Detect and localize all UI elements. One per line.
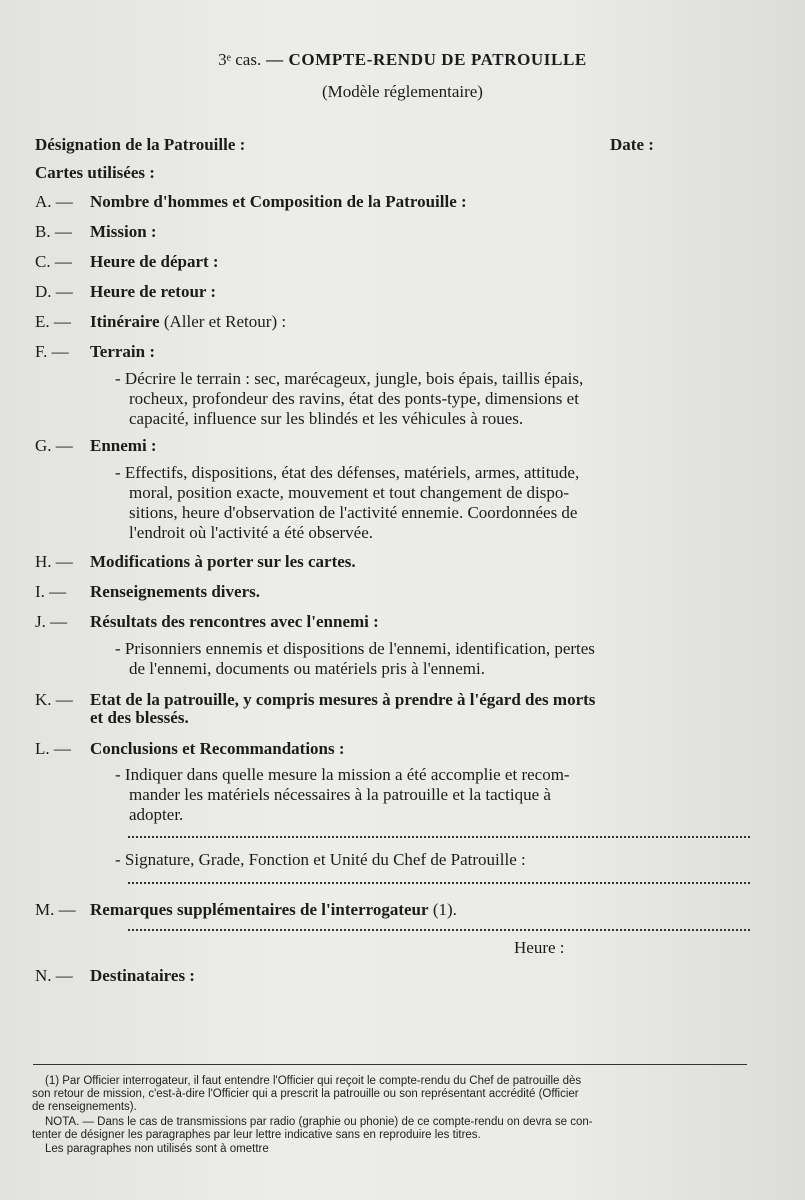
conclusions-description [115, 765, 755, 825]
section-letter: C. — [35, 252, 72, 271]
section-h [35, 552, 356, 572]
section-letter: J. — [35, 612, 68, 631]
page-title [0, 50, 805, 70]
section-d [35, 282, 216, 302]
section-label: Heure de retour : [90, 282, 217, 301]
description-line: de l'ennemi, documents ou matériels pris à l'ennemi. [129, 659, 485, 678]
section-j [35, 612, 379, 632]
section-a [35, 192, 467, 212]
designation-label: Désignation de la Patrouille : [35, 135, 246, 154]
heure-label: Heure : [514, 938, 565, 957]
section-label: Destinataires : [90, 966, 195, 985]
footnote-line: NOTA. — Dans le cas de transmissions par radio (graphie ou phonie) de ce compte-rendu on devra se con- [45, 1116, 593, 1128]
section-letter: E. — [35, 312, 71, 331]
description-line: moral, position exacte, mouvement et tout changement de dispo- [129, 483, 569, 502]
section-i [35, 582, 260, 602]
fill-line[interactable] [128, 832, 750, 838]
section-letter: B. — [35, 222, 72, 241]
section-label: Modifications à porter sur les cartes. [90, 552, 356, 571]
description-line: rocheux, profondeur des ravins, état des ponts-type, dimensions et [129, 389, 579, 408]
section-label: Itinéraire [90, 312, 160, 331]
section-label: Mission : [90, 222, 157, 241]
description-line: l'endroit où l'activité a été observée. [129, 523, 374, 542]
footnote-line: (1) Par Officier interrogateur, il faut entendre l'Officier qui reçoit le compte-rendu du Chef de patrouille dès [45, 1075, 582, 1087]
date-label: Date : [610, 135, 654, 154]
description-line: sitions, heure d'observation de l'activité ennemie. Coordonnées de [129, 503, 578, 522]
section-label: Ennemi : [90, 436, 157, 455]
section-letter: K. — [35, 690, 73, 709]
cartes-label: Cartes utilisées : [35, 163, 155, 182]
ennemi-description [115, 463, 755, 543]
section-letter: H. — [35, 552, 73, 571]
section-f [35, 342, 155, 362]
signature-line [115, 850, 755, 870]
description-line: - Signature, Grade, Fonction et Unité du Chef de Patrouille : [115, 850, 526, 869]
section-label: Terrain : [90, 342, 156, 361]
description-line: - Prisonniers ennemis et dispositions de l'ennemi, identification, pertes [115, 639, 595, 658]
description-line: adopter. [129, 805, 184, 824]
footnote-rule [33, 1064, 747, 1065]
section-k [35, 690, 595, 710]
resultats-description [115, 639, 755, 679]
footnote-1 [32, 1075, 582, 1114]
section-label: Remarques supplémentaires de l'interrogateur [90, 900, 429, 919]
footnote-line: tenter de désigner les paragraphes par leur lettre indicative sans en reproduire les titres. [32, 1129, 481, 1141]
section-l [35, 739, 345, 759]
section-label: Nombre d'hommes et Composition de la Patrouille : [90, 192, 467, 211]
footnote-last: Les paragraphes non utilisés sont à omettre [45, 1143, 269, 1155]
section-b [35, 222, 157, 242]
section-letter: D. — [35, 282, 73, 301]
description-line: - Indiquer dans quelle mesure la mission a été accomplie et recom- [115, 765, 570, 784]
nota [32, 1116, 593, 1142]
section-label: Conclusions et Recommandations : [90, 739, 345, 758]
section-letter: I. — [35, 582, 67, 601]
description-line: - Décrire le terrain : sec, marécageux, jungle, bois épais, taillis épais, [115, 369, 584, 388]
section-label: Résultats des rencontres avec l'ennemi : [90, 612, 379, 631]
section-letter: L. — [35, 739, 71, 758]
section-label-rest: (1). [432, 900, 457, 919]
section-label: Heure de départ : [90, 252, 219, 271]
section-letter: F. — [35, 342, 69, 361]
section-label: Renseignements divers. [90, 582, 260, 601]
title-text: — COMPTE-RENDU DE PATROUILLE [266, 50, 587, 69]
section-label: Etat de la patrouille, y compris mesures à prendre à l'égard des morts [90, 690, 596, 709]
section-letter: M. — [35, 900, 76, 919]
section-letter: G. — [35, 436, 73, 455]
terrain-description [115, 369, 755, 429]
description-line: mander les matériels nécessaires à la patrouille et la tactique à [129, 785, 551, 804]
section-e [35, 312, 286, 332]
section-label-rest: (Aller et Retour) : [163, 312, 287, 331]
case-number: 3ᵉ cas. [218, 50, 262, 69]
section-m [35, 900, 457, 920]
section-g [35, 436, 157, 456]
fill-line[interactable] [128, 925, 750, 931]
description-line: capacité, influence sur les blindés et les véhicules à roues. [129, 409, 524, 428]
section-label: et des blessés. [90, 708, 189, 727]
section-letter: N. — [35, 966, 73, 985]
section-letter: A. — [35, 192, 73, 211]
description-line: - Effectifs, dispositions, état des défenses, matériels, armes, attitude, [115, 463, 580, 482]
fill-line[interactable] [128, 878, 750, 884]
page-subtitle: (Modèle réglementaire) [322, 82, 483, 101]
section-c [35, 252, 219, 272]
footnote-line: son retour de mission, c'est-à-dire l'Officier qui a prescrit la patrouille ou son représentant accrédité (Officier [32, 1088, 579, 1100]
section-k-line2 [90, 708, 189, 728]
footnote-line: de renseignements). [32, 1101, 137, 1113]
section-n [35, 966, 195, 986]
